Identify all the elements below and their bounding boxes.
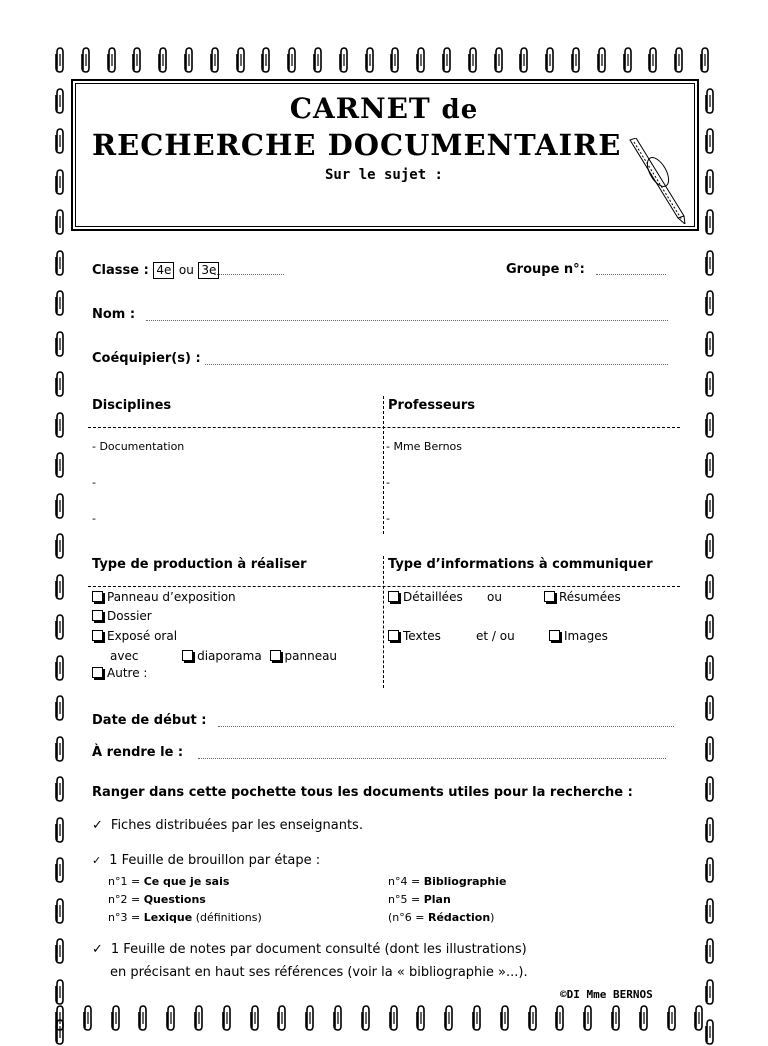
avec-row [110, 649, 337, 663]
instruction-text: Fiches distribuées par les enseignants. [110, 818, 363, 833]
classe-field [92, 262, 219, 279]
nom-label: Nom : [92, 307, 136, 322]
paperclip-icon [183, 46, 195, 74]
paperclip-icon [54, 492, 66, 520]
classe-or: ou [178, 263, 194, 277]
groupe-dotted-line[interactable] [596, 274, 666, 275]
professeurs-header: Professeurs [388, 398, 476, 413]
paperclip-icon [704, 249, 716, 277]
date-debut-dotted-line[interactable] [218, 726, 674, 727]
instruction-item-3-line2: en précisant en haut ses références (voir la « bibliographie »...). [110, 965, 528, 980]
info-option-label: Images [564, 629, 608, 643]
paperclip-icon [704, 289, 716, 317]
info-etou: et / ou [476, 629, 515, 643]
info-option-label: Textes [403, 629, 441, 643]
paperclip-icon [704, 654, 716, 682]
disciplines-header: Disciplines [92, 398, 172, 413]
paperclip-icon [54, 249, 66, 277]
paperclip-icon [209, 46, 221, 74]
paperclip-icon [276, 1004, 288, 1032]
paperclip-icon [106, 46, 118, 74]
check-icon: ✓ [92, 942, 103, 957]
coequipiers-dotted-line[interactable] [205, 364, 668, 365]
discipline-row-3: - [92, 512, 96, 525]
paperclip-icon [54, 573, 66, 601]
paperclip-icon [54, 451, 66, 479]
classe-option-3e[interactable]: 3e [198, 262, 219, 279]
paperclip-icon [704, 370, 716, 398]
paperclip-icon [54, 735, 66, 763]
step-number: (n°6 = [388, 911, 428, 924]
paperclip-icon [704, 451, 716, 479]
table1-divider [383, 396, 384, 534]
paperclip-icon [388, 1004, 400, 1032]
professeur-row-2: - [386, 476, 390, 489]
paperclip-icon [704, 208, 716, 236]
paperclip-icon [704, 735, 716, 763]
paperclip-icon [554, 1004, 566, 1032]
paperclip-icon [666, 1004, 678, 1032]
avec-option-diaporama: diaporama [197, 649, 262, 663]
info-option-label: Détaillées [403, 590, 463, 604]
checkbox-icon[interactable] [388, 591, 399, 602]
paperclip-icon [193, 1004, 205, 1032]
info-option-textes[interactable] [388, 629, 441, 643]
paperclip-icon [221, 1004, 233, 1032]
paperclip-icon [673, 46, 685, 74]
paperclip-icon [704, 897, 716, 925]
paperclip-icon [54, 532, 66, 560]
info-option-label: Résumées [559, 590, 621, 604]
step-name: Questions [143, 893, 206, 906]
paperclip-icon [54, 127, 66, 155]
step-name: Plan [423, 893, 451, 906]
info-option-images[interactable] [549, 629, 608, 643]
instruction-item-1 [92, 818, 363, 833]
instruction-item-3 [92, 942, 527, 957]
table2-divider [383, 556, 384, 688]
footer-credit: ©DI Mme BERNOS [560, 988, 653, 1001]
instruction-text: 1 Feuille de brouillon par étape : [109, 853, 321, 868]
paperclip-icon [704, 775, 716, 803]
paperclip-icon [518, 46, 530, 74]
check-icon: ✓ [92, 854, 102, 867]
paperclip-icon [389, 46, 401, 74]
groupe-label: Groupe n°: [506, 262, 585, 277]
professeur-row-3: - [386, 512, 390, 525]
paperclip-icon [704, 492, 716, 520]
date-debut-label: Date de début : [92, 713, 207, 728]
paperclip-icon [364, 46, 376, 74]
paperclip-icon [249, 1004, 261, 1032]
paperclip-icon [54, 1018, 66, 1046]
classe-label: Classe : [92, 263, 149, 278]
paperclip-icon [441, 46, 453, 74]
paperclip-icon [704, 816, 716, 844]
page-title-line2: RECHERCHE DOCUMENTAIRE [92, 128, 622, 162]
paperclip-icon [499, 1004, 511, 1032]
step-number: n°3 = [108, 911, 144, 924]
step-note: ) [490, 911, 495, 924]
paperclip-icon [443, 1004, 455, 1032]
step-item [108, 911, 262, 924]
paperclip-icon [165, 1004, 177, 1032]
classe-dotted-line[interactable] [214, 274, 284, 275]
checkbox-icon[interactable] [92, 610, 103, 621]
instruction-item-2 [92, 853, 320, 868]
paperclip-icon [471, 1004, 483, 1032]
paperclip-icon [82, 1004, 94, 1032]
table1-separator [88, 427, 680, 428]
paperclip-icon [312, 46, 324, 74]
paperclip-icon [527, 1004, 539, 1032]
production-option-label: Dossier [107, 609, 152, 623]
title-carnet: CARNET [289, 92, 431, 125]
paperclip-icon [415, 46, 427, 74]
paperclip-icon [54, 694, 66, 722]
production-option-label: Exposé oral [107, 629, 178, 643]
paperclip-icon [338, 46, 350, 74]
paperclip-icon [54, 208, 66, 236]
production-header: Type de production à réaliser [92, 557, 307, 572]
paperclip-icon [260, 46, 272, 74]
production-option-1[interactable] [92, 590, 236, 604]
rendre-dotted-line[interactable] [198, 758, 666, 759]
avec-label: avec [110, 649, 139, 663]
professeur-row-1: - Mme Bernos [386, 440, 463, 453]
step-note: (définitions) [192, 911, 262, 924]
paperclip-icon [544, 46, 556, 74]
paperclip-icon [131, 46, 143, 74]
paperclip-icon [415, 1004, 427, 1032]
instructions-heading: Ranger dans cette pochette tous les documents utiles pour la recherche : [92, 785, 633, 800]
paperclip-icon [54, 613, 66, 641]
paperclip-icon [467, 46, 479, 74]
subject-label: Sur le sujet : [324, 167, 443, 183]
paperclip-icon [54, 370, 66, 398]
paperclip-icon [570, 46, 582, 74]
step-number: n°5 = [388, 893, 424, 906]
paperclip-icon [54, 411, 66, 439]
paperclip-icon [235, 46, 247, 74]
instruction-text: 1 Feuille de notes par document consulté (dont les illustrations) [110, 942, 527, 957]
production-option-label: Panneau d’exposition [107, 590, 236, 604]
checkbox-icon[interactable] [549, 630, 560, 641]
info-option-resumees[interactable] [544, 590, 621, 604]
paperclip-icon [704, 694, 716, 722]
paperclip-icon [610, 1004, 622, 1032]
production-option-3[interactable] [92, 629, 177, 643]
title-de: de [441, 95, 479, 125]
step-number: n°2 = [108, 893, 144, 906]
paperclip-icon [704, 1018, 716, 1046]
production-option-2[interactable] [92, 609, 152, 623]
paperclip-icon [54, 978, 66, 1006]
paperclip-icon [704, 330, 716, 358]
paperclip-icon [54, 816, 66, 844]
paperclip-icon [596, 46, 608, 74]
paperclip-icon [54, 289, 66, 317]
paperclip-icon [286, 46, 298, 74]
checkbox-icon[interactable] [270, 650, 281, 661]
discipline-row-1: - Documentation [92, 440, 185, 453]
page-title-line1 [0, 92, 768, 125]
paperclip-icon [360, 1004, 372, 1032]
paperclip-icon [54, 897, 66, 925]
checkbox-icon[interactable] [544, 591, 555, 602]
discipline-row-2: - [92, 476, 96, 489]
step-item [388, 911, 494, 924]
paperclip-icon [699, 46, 711, 74]
paperclip-icon [54, 46, 66, 74]
paperclip-icon [110, 1004, 122, 1032]
checkbox-icon[interactable] [182, 650, 193, 661]
coequipiers-label: Coéquipier(s) : [92, 351, 201, 366]
nom-dotted-line[interactable] [146, 320, 668, 321]
step-item [388, 875, 506, 888]
step-name: Ce que je sais [143, 875, 230, 888]
info-option-detaillees[interactable] [388, 590, 463, 604]
paperclip-icon [704, 613, 716, 641]
informations-header: Type d’informations à communiquer [388, 557, 653, 572]
rendre-label: À rendre le : [92, 745, 184, 760]
production-option-label: Autre : [107, 666, 148, 680]
step-item [108, 875, 229, 888]
classe-option-4e[interactable]: 4e [153, 262, 174, 279]
production-option-4[interactable] [92, 666, 147, 680]
avec-option-panneau: panneau [284, 649, 338, 663]
paperclip-icon [704, 532, 716, 560]
paperclip-icon [704, 978, 716, 1006]
table2-separator [88, 586, 680, 587]
checkbox-icon[interactable] [92, 630, 103, 641]
step-item [108, 893, 206, 906]
paperclip-icon [704, 856, 716, 884]
info-or: ou [487, 590, 502, 604]
paperclip-icon [80, 46, 92, 74]
paperclip-icon [54, 330, 66, 358]
paperclip-icon [638, 1004, 650, 1032]
paperclip-icon [137, 1004, 149, 1032]
step-name: Bibliographie [423, 875, 507, 888]
checkbox-icon[interactable] [92, 591, 103, 602]
paperclip-icon [54, 775, 66, 803]
paperclip-icon [582, 1004, 594, 1032]
step-item [388, 893, 451, 906]
checkbox-icon[interactable] [92, 667, 103, 678]
paperclip-icon [622, 46, 634, 74]
step-name: Lexique [143, 911, 193, 924]
paperclip-icon [493, 46, 505, 74]
paperclip-icon [704, 411, 716, 439]
paperclip-icon [647, 46, 659, 74]
pencil-eraser-icon [628, 138, 688, 228]
paperclip-icon [54, 937, 66, 965]
paperclip-icon [54, 856, 66, 884]
check-icon: ✓ [92, 818, 103, 833]
paperclip-icon [157, 46, 169, 74]
step-number: n°1 = [108, 875, 144, 888]
paperclip-icon [704, 573, 716, 601]
paperclip-icon [332, 1004, 344, 1032]
checkbox-icon[interactable] [388, 630, 399, 641]
step-name: Rédaction [427, 911, 491, 924]
step-number: n°4 = [388, 875, 424, 888]
paperclip-icon [54, 654, 66, 682]
paperclip-icon [704, 127, 716, 155]
paperclip-icon [704, 937, 716, 965]
paperclip-icon [304, 1004, 316, 1032]
